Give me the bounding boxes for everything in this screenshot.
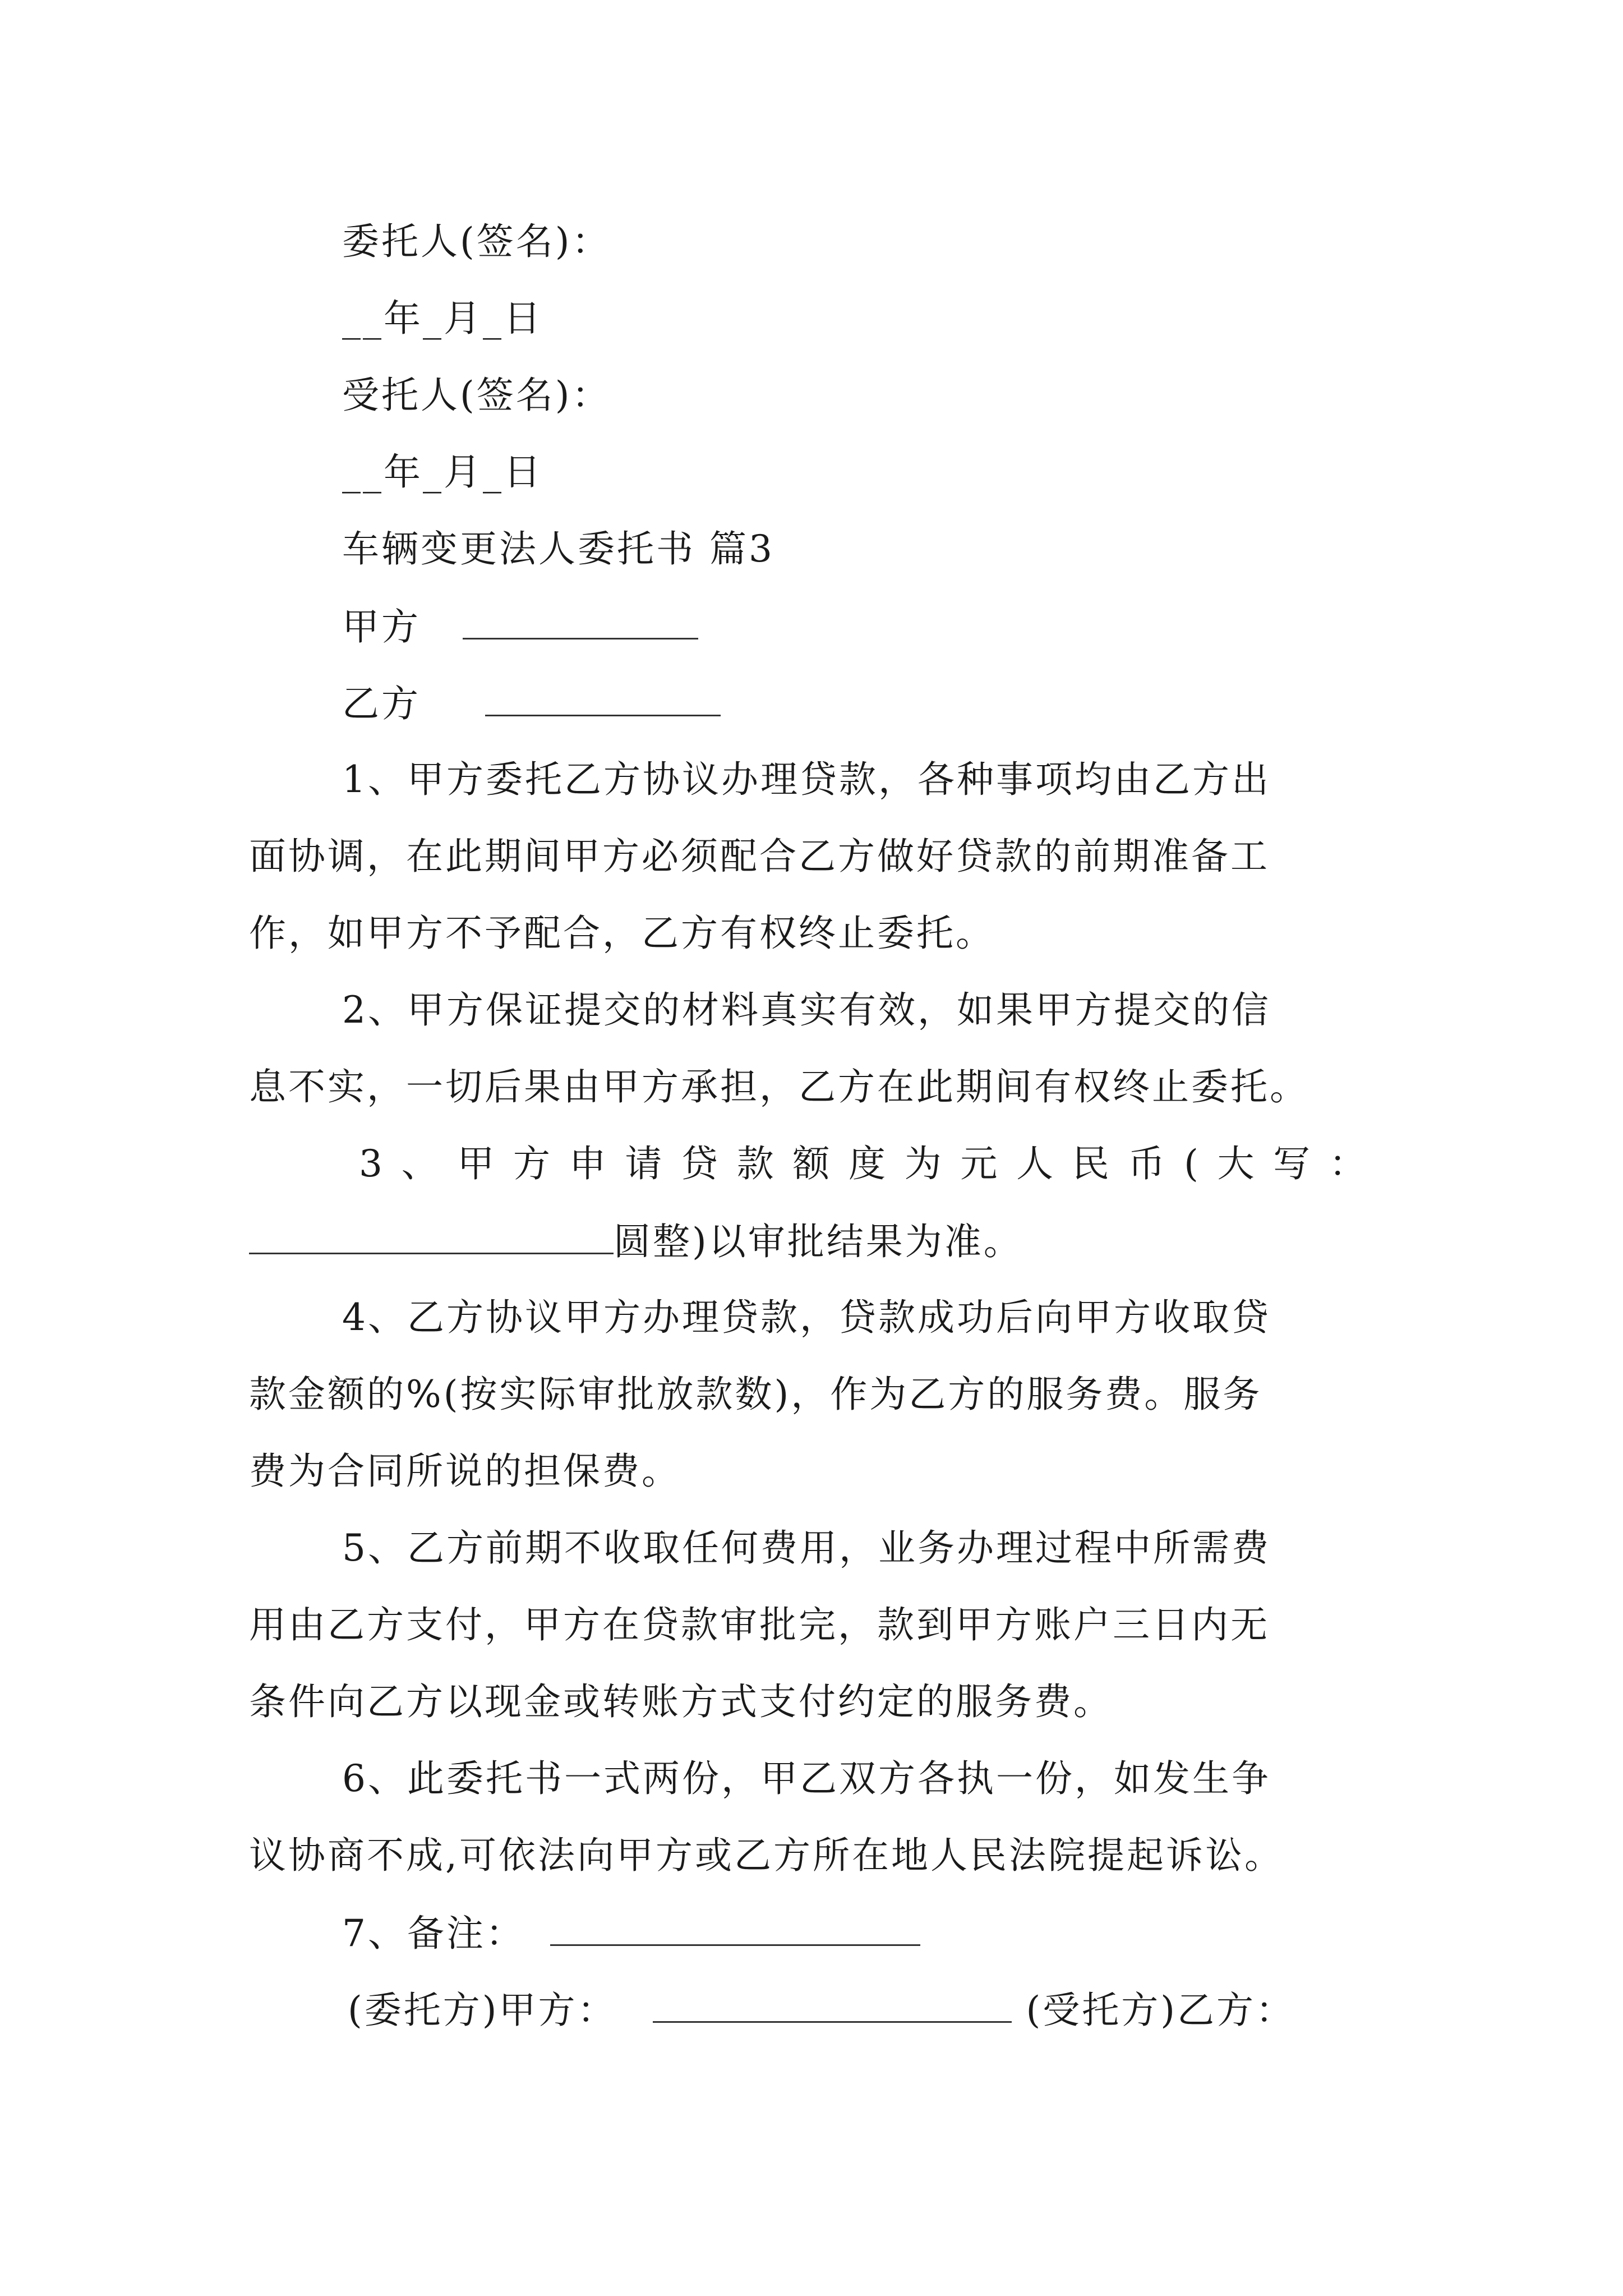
clause-4-line-2: 款金额的%(按实际审批放款数)，作为乙方的服务费。服务: [249, 1373, 1262, 1416]
principal-signature-date: __年_月_日: [342, 297, 543, 340]
clause-5-line-3: 条件向乙方以现金或转账方式支付约定的服务费。: [249, 1680, 1113, 1723]
clause-5-line-1: 5、乙方前期不收取任何费用，业务办理过程中所需费: [342, 1526, 1271, 1570]
c3-char: 请: [625, 1142, 665, 1185]
clause-1-line-3: 作，如甲方不予配合，乙方有权终止委托。: [249, 912, 995, 955]
c3-char: 大: [1217, 1142, 1257, 1185]
c3-char: 3: [359, 1142, 385, 1185]
c3-char: 申: [569, 1142, 608, 1185]
c3-char: 为: [904, 1142, 944, 1185]
clause-3-line-1: [359, 1139, 1368, 1189]
clause-7-row: [342, 1907, 920, 1959]
principal-signature-label: 委托人(签名)：: [342, 220, 611, 263]
footer-party-b-label: (受托方)乙方：: [1026, 1989, 1295, 2032]
clause-1-line-2: 面协调，在此期间甲方必须配合乙方做好贷款的前期准备工: [249, 835, 1270, 878]
clause-1-line-1: 1、甲方委托乙方协议办理贷款，各种事项均由乙方出: [342, 758, 1271, 801]
c3-char: 额: [792, 1142, 832, 1185]
c3-char: 写: [1273, 1142, 1313, 1185]
party-b-row: [342, 678, 721, 729]
c3-char: 人: [1016, 1142, 1056, 1185]
clause-3-line-2-text: 圆整)以审批结果为准。: [614, 1220, 1023, 1263]
footer-party-a-blank: [653, 1984, 1012, 2023]
clause-4-line-1: 4、乙方协议甲方办理贷款，贷款成功后向甲方收取贷: [342, 1296, 1271, 1339]
c3-char: (: [1184, 1142, 1201, 1185]
party-b-label: 乙方: [342, 682, 421, 725]
clause-2-line-2: 息不实，一切后果由甲方承担，乙方在此期间有权终止委托。: [249, 1065, 1309, 1108]
party-a-row: [342, 601, 698, 652]
footer-party-row: [348, 1984, 1295, 2036]
party-a-blank: [463, 601, 698, 639]
clause-7-label: 7、备注：: [342, 1912, 525, 1955]
agent-signature-label: 受托人(签名)：: [342, 374, 611, 417]
c3-char: 贷: [681, 1142, 721, 1185]
c3-char: 甲: [457, 1142, 497, 1185]
c3-char: 民: [1072, 1142, 1112, 1185]
c3-char: 、: [401, 1142, 441, 1185]
party-b-blank: [485, 678, 721, 716]
clause-4-line-3: 费为合同所说的担保费。: [249, 1450, 681, 1493]
clause-2-line-1: 2、甲方保证提交的材料真实有效，如果甲方提交的信: [342, 988, 1271, 1032]
clause-5-line-2: 用由乙方支付，甲方在贷款审批完，款到甲方账户三日内无: [249, 1603, 1270, 1646]
footer-party-a-label: (委托方)甲方：: [348, 1989, 617, 2032]
amount-in-words-blank: [249, 1216, 614, 1254]
clause-3-line-2: [249, 1216, 1023, 1267]
c3-char: 方: [513, 1142, 553, 1185]
agent-signature-date: __年_月_日: [342, 450, 543, 494]
c3-char: 元: [960, 1142, 1000, 1185]
remarks-blank: [550, 1907, 920, 1946]
party-a-label: 甲方: [342, 605, 421, 648]
section-title: 车辆变更法人委托书 篇3: [342, 527, 774, 570]
c3-char: 度: [849, 1142, 888, 1185]
clause-6-line-2: 议协商不成,可依法向甲方或乙方所在地人民法院提起诉讼。: [249, 1834, 1284, 1877]
c3-char: 币: [1128, 1142, 1168, 1185]
clause-6-line-1: 6、此委托书一式两份，甲乙双方各执一份，如发生争: [342, 1757, 1271, 1800]
c3-char: 款: [736, 1142, 776, 1185]
c3-char: ：: [1329, 1142, 1368, 1185]
